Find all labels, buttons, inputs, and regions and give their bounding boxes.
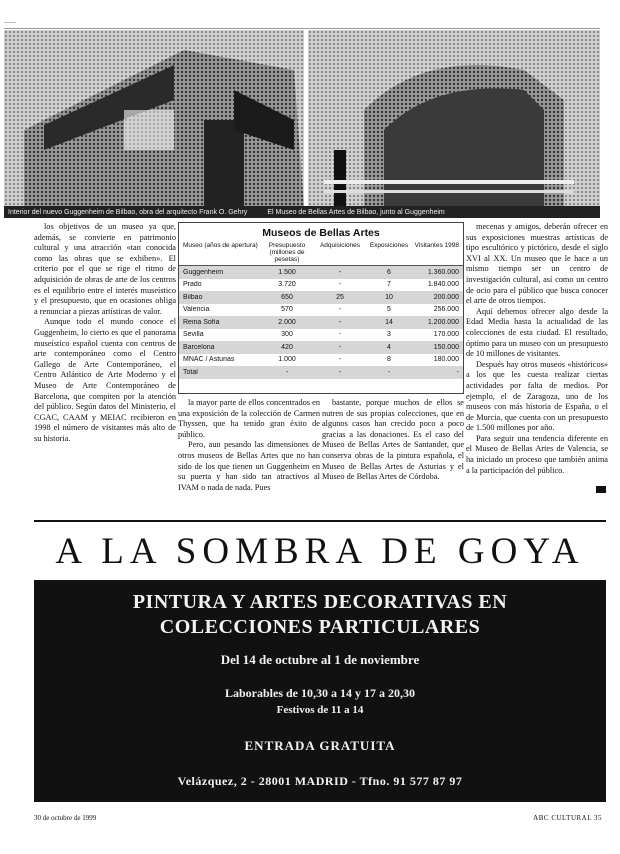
table-row	[179, 279, 463, 292]
table-cell: -	[338, 268, 342, 276]
table-cell: 150.000	[433, 343, 459, 351]
table-cell: 3	[387, 331, 391, 339]
table-cell: 300	[281, 331, 293, 339]
paragraph: bastante, porque muchos de ellos se nutren de sus propias colecciones, que en algunos casos han crecido poco a poco gracias a las donaciones. Es el caso del Museo de Bellas Artes de Santander, que conserva obras de la pintura española, el Museo de Bellas Artes de Asturias y el Museo de Bellas Artes de Córdoba.	[322, 398, 464, 482]
table-header-cell: Adquisiciones	[319, 242, 361, 249]
table-cell: -	[387, 368, 391, 376]
table-cell: 1.360.000	[427, 268, 459, 276]
table-header-cell: Museo (años de apertura)	[183, 242, 258, 249]
table-row	[179, 266, 463, 279]
exhibition-advertisement	[34, 520, 606, 802]
article-column-1	[34, 222, 176, 496]
table-title: Museos de Bellas Artes	[262, 227, 380, 239]
corner-mark: ——	[4, 20, 16, 26]
table-cell: 8	[387, 356, 391, 364]
ad-holiday-hours: Festivos de 11 a 14	[276, 704, 364, 716]
table-row	[179, 354, 463, 367]
table-cell: 1.840.000	[427, 281, 459, 289]
table-cell: -	[338, 356, 342, 364]
table-cell: 6	[387, 268, 391, 276]
top-rule	[4, 28, 600, 29]
table-cell: 1.500	[278, 268, 296, 276]
photo-caption-left: Interior del nuevo Guggenheim de Bilbao, obra del arquitecto Frank O. Gehry	[8, 208, 248, 216]
ad-free-entry: ENTRADA GRATUITA	[244, 738, 396, 753]
ad-subtitle-line-2: COLECCIONES PARTICULARES	[159, 616, 481, 638]
table-row	[179, 329, 463, 342]
ad-hours: Laborables de 10,30 a 14 y 17 a 20,30	[224, 686, 415, 700]
table-cell: 180.000	[433, 356, 459, 364]
table-header-cell: Presupuesto (millones de pesetas)	[268, 242, 306, 263]
table-cell: 5	[387, 306, 391, 314]
table-cell: Guggenheim	[183, 268, 224, 276]
paragraph: Aunque todo el mundo conoce el Guggenheim, lo cierto es que el panorama museístico español cuenta con centros de arte contemporáneo como el Centro Gallego de Arte Contemporáneo, el Centro Atlántico de Arte Moderno y el Museo de Arte Contemporáneo de Barcelona, que compiten por la atención del público. Según datos del Ministerio, el CGAC, CAAM y MEIAC recibieron en 1998 el número de visitantes más alto de su historia.	[34, 317, 176, 443]
table-cell: Reina Sofía	[183, 318, 220, 326]
table-cell: 10	[385, 293, 393, 301]
paragraph: la mayor parte de ellos concentrados en una exposición de la colección de Carmen Thyssen, que ha tenido gran éxito de público.	[178, 398, 320, 439]
table-cell: 1.200.000	[427, 318, 459, 326]
paragraph: Pero, aun pesando las dimensiones de otros museos de Bellas Artes que no han sido de los que tienen un Guggenheim en su puerta y han sido tan atractivos al IVAM o nada de nada. Pues	[178, 440, 320, 492]
paragraph: Aquí debemos ofrecer algo desde la Edad Media hasta la actualidad de las colecciones de esta ciudad. El resultado, óptimo para un museo con un presupuesto de 10 millones de visitantes.	[466, 306, 608, 359]
paragraph: los objetivos de un museo ya que, además, se convierte en patrimonio cultural y una atracción «tan conocida como las obras que se exhiben». El criterio por el que se rige el ritmo de adquisición de obras de arte de los centros es el equilibrio entre el interés museístico y el presupuesto, que en ocasiones obliga a renunciar a piezas artísticas de valor.	[34, 222, 176, 316]
table-row	[179, 341, 463, 354]
table-cell: Barcelona	[183, 343, 215, 351]
table-cell: -	[338, 368, 342, 376]
table-cell: 2.000	[278, 318, 296, 326]
museums-table	[178, 222, 464, 394]
article-column-3	[322, 398, 464, 496]
table-body	[179, 266, 463, 379]
paragraph: Para seguir una tendencia diferente en el Museo de Bellas Artes de Valencia, se ha iniciado un proceso que también anima a la participación del público.	[466, 433, 608, 475]
footer-date: 30 de octubre de 1999	[34, 814, 97, 822]
paragraph: Después hay otros museos «históricos» a los que les cuesta realizar ciertas actividades por falta de medios. Por ejemplo, el de Zaragoza, uno de los museos con más historia de España, o el de Murcia, que cuenta con un presupuesto de 1.500 millones por año.	[466, 359, 608, 433]
ad-subtitle-line-1: PINTURA Y ARTES DECORATIVAS EN	[132, 591, 508, 613]
ad-dates: Del 14 de octubre al 1 de noviembre	[220, 652, 420, 667]
table-cell: -	[338, 306, 342, 314]
table-cell: -	[456, 368, 459, 376]
table-cell: 650	[281, 293, 293, 301]
table-row	[179, 366, 463, 379]
table-cell: 7	[387, 281, 391, 289]
photo-caption-right: El Museo de Bellas Artes de Bilbao, junto al Guggenheim	[267, 208, 445, 216]
table-cell: 420	[281, 343, 293, 351]
table-cell: Sevilla	[183, 331, 204, 339]
table-cell: 1.000	[278, 356, 296, 364]
photo-caption-bar	[4, 206, 600, 218]
table-cell: 170.000	[433, 331, 459, 339]
article-end-mark	[596, 486, 606, 493]
ad-address: Velázquez, 2 - 28001 MADRID - Tfno. 91 577 87 97	[177, 774, 463, 788]
table-cell: -	[338, 318, 342, 326]
table-cell: 200.000	[433, 293, 459, 301]
table-cell: 14	[385, 318, 393, 326]
table-cell: 570	[281, 306, 293, 314]
table-cell: Valencia	[183, 306, 210, 314]
table-cell: 25	[336, 293, 344, 301]
table-cell: 4	[387, 343, 391, 351]
article-column-4	[466, 222, 608, 496]
table-row	[179, 304, 463, 317]
table-cell: MNAC / Asturias	[183, 356, 235, 364]
table-cell: Total	[183, 368, 198, 376]
table-cell: 3.720	[278, 281, 296, 289]
paragraph: mecenas y amigos, deberán ofrecer en sus exposiciones muestras artísticas de tipo escultórico y pictórico, desde el siglo XVI al XX. Un museo que le hace a un mismo tiempo ser un centro de investigación cultural, así como un centro de ocio para el público que busca conocer el arte de otros tiempos.	[466, 222, 608, 306]
table-cell: Bilbao	[183, 293, 203, 301]
table-cell: 256.000	[433, 306, 459, 314]
museum-photos	[4, 30, 600, 208]
article-column-2	[178, 398, 320, 496]
table-header-cell: Exposiciones	[369, 242, 409, 249]
photo-strip	[4, 30, 600, 208]
ad-subtitle	[34, 590, 606, 640]
ad-headline: A LA SOMBRA DE GOYA	[34, 520, 606, 580]
table-cell: -	[338, 281, 342, 289]
table-header-cell: Visitantes 1998	[414, 242, 459, 249]
table-cell: -	[338, 343, 342, 351]
footer-section-page: ABC CULTURAL 35	[533, 814, 602, 822]
table-cell: -	[285, 368, 289, 376]
table-row	[179, 291, 463, 304]
table-row	[179, 316, 463, 329]
table-cell: -	[338, 331, 342, 339]
table-header	[179, 239, 463, 266]
table-cell: Prado	[183, 281, 202, 289]
